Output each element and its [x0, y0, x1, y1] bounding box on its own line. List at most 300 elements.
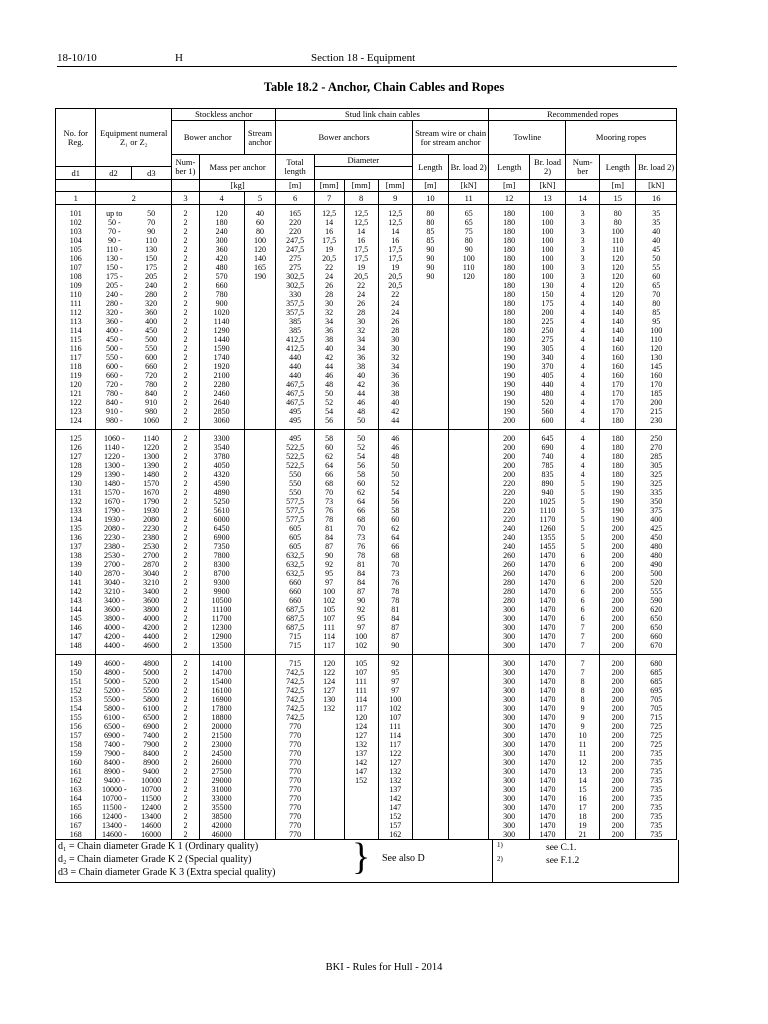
d3-definition: d3 = Chain diameter Grade K 3 (Extra special quality)	[58, 867, 276, 878]
table-cell: 42	[344, 380, 378, 389]
table-cell: 467,5	[276, 398, 314, 407]
table-row	[56, 290, 677, 299]
table-cell: 65	[448, 205, 489, 219]
table-cell: 400	[131, 317, 171, 326]
table-cell	[448, 416, 489, 430]
col-number-label: 12	[489, 192, 529, 205]
table-cell: 17,5	[378, 245, 412, 254]
table-cell: 2	[172, 740, 200, 749]
table-cell: 770	[276, 785, 314, 794]
table-cell: 68	[378, 551, 412, 560]
table-cell: 13400	[131, 812, 171, 821]
table-cell: 742,5	[276, 704, 314, 713]
col-towline: Towline	[489, 121, 566, 155]
table-cell	[244, 812, 276, 821]
table-cell: 78	[314, 515, 344, 524]
table-cell: 200	[600, 623, 636, 632]
table-cell: 73	[378, 569, 412, 578]
table-cell: 4800 -	[96, 668, 131, 677]
table-cell: 46	[344, 398, 378, 407]
table-cell: 80	[600, 218, 636, 227]
table-cell: 2	[172, 236, 200, 245]
table-cell: 495	[276, 430, 314, 444]
table-cell: 68	[314, 479, 344, 488]
table-cell	[244, 389, 276, 398]
table-cell: 50	[344, 430, 378, 444]
table-cell	[448, 461, 489, 470]
col-number-label: 16	[636, 192, 677, 205]
table-cell: 467,5	[276, 389, 314, 398]
table-cell: 205 -	[96, 281, 131, 290]
table-cell: 770	[276, 803, 314, 812]
table-row	[56, 371, 677, 380]
table-row	[56, 655, 677, 669]
table-cell: 190	[489, 353, 529, 362]
table-cell: 52	[314, 398, 344, 407]
table-cell: 166	[56, 812, 96, 821]
table-cell	[448, 443, 489, 452]
table-cell: 6900	[199, 533, 244, 542]
table-cell: 440	[529, 380, 565, 389]
table-cell: 40	[244, 205, 276, 219]
table-cell: 1220 -	[96, 452, 131, 461]
table-cell: 70	[636, 290, 677, 299]
table-cell	[448, 515, 489, 524]
table-cell: 68	[344, 515, 378, 524]
table-cell: 109	[56, 281, 96, 290]
table-cell: 2	[172, 452, 200, 461]
table-cell	[412, 623, 448, 632]
table-cell: 220	[276, 227, 314, 236]
table-cell: 735	[636, 785, 677, 794]
table-cell	[412, 497, 448, 506]
table-cell: 135	[56, 524, 96, 533]
table-cell: 120	[600, 263, 636, 272]
table-cell: 100	[529, 245, 565, 254]
table-cell: 4590	[199, 479, 244, 488]
table-cell: 480	[636, 542, 677, 551]
table-cell: 240	[131, 281, 171, 290]
table-cell: 4	[566, 344, 600, 353]
table-cell: 60	[314, 443, 344, 452]
table-cell: 8400	[131, 749, 171, 758]
table-row	[56, 317, 677, 326]
table-cell	[412, 794, 448, 803]
table-cell: 6	[566, 596, 600, 605]
table-cell	[244, 299, 276, 308]
table-cell	[448, 551, 489, 560]
table-cell	[244, 430, 276, 444]
table-cell	[448, 587, 489, 596]
table-cell: 685	[636, 677, 677, 686]
table-cell: 780	[131, 380, 171, 389]
col-number-label: 8	[344, 192, 378, 205]
table-cell: 577,5	[276, 506, 314, 515]
table-cell	[244, 749, 276, 758]
table-cell: 2	[172, 821, 200, 830]
table-cell: 190	[600, 497, 636, 506]
table-cell: 2080 -	[96, 524, 131, 533]
table-cell: 260	[489, 560, 529, 569]
table-cell	[314, 821, 344, 830]
table-cell: 4	[566, 443, 600, 452]
col-stream-br-load: Br. load 2)	[448, 155, 489, 180]
table-cell: 4400	[131, 632, 171, 641]
table-cell: 84	[344, 578, 378, 587]
table-cell: 420	[199, 254, 244, 263]
table-cell: 1470	[529, 776, 565, 785]
table-cell: 780 -	[96, 389, 131, 398]
table-cell: 300	[489, 668, 529, 677]
table-cell	[244, 416, 276, 430]
table-cell: 110	[56, 290, 96, 299]
footnote-2-text: see F.1.2	[546, 856, 580, 866]
table-cell: 50 -	[96, 218, 131, 227]
table-cell: 111	[314, 623, 344, 632]
table-cell: 111	[344, 686, 378, 695]
table-cell: 1390 -	[96, 470, 131, 479]
table-cell: 140	[600, 308, 636, 317]
table-cell: 725	[636, 722, 677, 731]
table-cell: 2	[172, 380, 200, 389]
table-cell: 111	[344, 677, 378, 686]
table-cell: 1470	[529, 704, 565, 713]
table-cell: 200	[600, 713, 636, 722]
table-cell: 11500	[131, 794, 171, 803]
table-cell: 2	[172, 533, 200, 542]
table-cell: 350	[636, 497, 677, 506]
table-row	[56, 407, 677, 416]
table-cell: 4	[566, 326, 600, 335]
table-cell: 22	[314, 263, 344, 272]
table-cell: 9	[566, 722, 600, 731]
table-cell: 12900	[199, 632, 244, 641]
table-cell: 190	[489, 380, 529, 389]
table-cell: 4	[566, 362, 600, 371]
table-cell: 5610	[199, 506, 244, 515]
table-cell: 4	[566, 317, 600, 326]
table-row	[56, 803, 677, 812]
table-cell: 110	[600, 236, 636, 245]
table-cell: 143	[56, 596, 96, 605]
table-cell: 705	[636, 704, 677, 713]
table-cell: 2	[172, 677, 200, 686]
table-cell	[412, 677, 448, 686]
table-cell	[412, 488, 448, 497]
table-cell: 116	[56, 344, 96, 353]
table-cell: 20,5	[344, 272, 378, 281]
table-cell: 360	[131, 308, 171, 317]
table-cell: 46	[378, 443, 412, 452]
table-cell: 200	[489, 430, 529, 444]
table-cell: 60	[344, 479, 378, 488]
table-cell: 4	[566, 398, 600, 407]
col-moor-br-load: Br. load 2)	[636, 155, 677, 180]
table-cell: 520	[636, 578, 677, 587]
table-cell: 5200	[131, 677, 171, 686]
table-cell: 144	[56, 605, 96, 614]
table-cell: 36	[314, 326, 344, 335]
table-cell: 2460	[199, 389, 244, 398]
table-cell	[412, 380, 448, 389]
table-cell: 127	[378, 758, 412, 767]
table-cell: 555	[636, 587, 677, 596]
table-cell: 165	[276, 205, 314, 219]
table-cell: 2	[172, 776, 200, 785]
table-cell	[244, 623, 276, 632]
col-stream-length: Length	[412, 155, 448, 180]
table-cell	[448, 281, 489, 290]
table-cell: 2	[172, 317, 200, 326]
table-cell	[244, 542, 276, 551]
table-row	[56, 452, 677, 461]
table-cell: 9300	[199, 578, 244, 587]
table-cell: 4890	[199, 488, 244, 497]
table-cell: 220	[489, 479, 529, 488]
table-cell: 285	[636, 452, 677, 461]
table-cell: 522,5	[276, 452, 314, 461]
table-cell: 120	[344, 713, 378, 722]
table-cell: 7400 -	[96, 740, 131, 749]
table-cell	[412, 686, 448, 695]
grp-stockless-anchor: Stockless anchor	[172, 109, 276, 121]
table-row	[56, 776, 677, 785]
table-cell: 300	[489, 731, 529, 740]
table-cell	[448, 317, 489, 326]
table-cell	[448, 821, 489, 830]
table-cell: 14700	[199, 668, 244, 677]
table-cell: 660	[131, 362, 171, 371]
table-cell: 190	[489, 398, 529, 407]
table-cell: 302,5	[276, 281, 314, 290]
table-cell: 300	[489, 695, 529, 704]
table-row	[56, 569, 677, 578]
table-cell: 117	[378, 740, 412, 749]
table-cell: 200	[600, 686, 636, 695]
table-cell: 2	[172, 803, 200, 812]
table-cell: 200	[600, 533, 636, 542]
table-cell: 90	[378, 641, 412, 655]
table-cell: 102	[378, 704, 412, 713]
table-cell	[314, 740, 344, 749]
table-cell: 715	[276, 632, 314, 641]
table-cell	[412, 704, 448, 713]
table-cell: 81	[378, 605, 412, 614]
table-cell	[448, 335, 489, 344]
table-cell: 735	[636, 749, 677, 758]
table-title: Table 18.2 - Anchor, Chain Cables and Ropes	[263, 80, 505, 94]
table-cell: 170	[600, 389, 636, 398]
table-row	[56, 587, 677, 596]
table-cell: 5000 -	[96, 677, 131, 686]
table-row	[56, 389, 677, 398]
table-cell: 120	[314, 655, 344, 669]
footnote-box	[55, 836, 679, 883]
table-cell: 110 -	[96, 245, 131, 254]
table-cell: 360	[199, 245, 244, 254]
table-cell	[448, 560, 489, 569]
table-cell	[244, 632, 276, 641]
table-cell: 660	[636, 632, 677, 641]
table-row	[56, 443, 677, 452]
table-cell: 720 -	[96, 380, 131, 389]
table-cell: 785	[529, 461, 565, 470]
table-cell: 4200 -	[96, 632, 131, 641]
table-cell: up to	[96, 205, 131, 219]
table-cell: 170	[600, 398, 636, 407]
unit-mm: [mm]	[314, 180, 344, 192]
table-cell: 180	[489, 227, 529, 236]
table-cell	[412, 578, 448, 587]
table-cell: 190	[600, 515, 636, 524]
table-cell: 9400	[131, 767, 171, 776]
table-cell: 2	[172, 335, 200, 344]
table-cell	[344, 812, 378, 821]
table-cell: 440	[276, 362, 314, 371]
table-cell: 7	[566, 668, 600, 677]
table-cell: 11	[566, 740, 600, 749]
table-cell: 735	[636, 803, 677, 812]
table-cell	[412, 308, 448, 317]
table-cell: 2	[172, 641, 200, 655]
table-cell: 2	[172, 596, 200, 605]
table-cell: 1470	[529, 596, 565, 605]
table-cell: 720	[131, 371, 171, 380]
table-cell: 11	[566, 749, 600, 758]
table-cell: 302,5	[276, 272, 314, 281]
table-cell: 200	[600, 695, 636, 704]
table-cell: 56	[344, 461, 378, 470]
table-cell: 108	[56, 272, 96, 281]
table-cell: 735	[636, 830, 677, 840]
table-cell: 690	[529, 443, 565, 452]
table-cell: 200	[600, 560, 636, 569]
table-cell: 52	[378, 479, 412, 488]
table-cell: 17	[566, 803, 600, 812]
table-row	[56, 205, 677, 219]
table-cell: 17800	[199, 704, 244, 713]
table-cell: 2700	[131, 551, 171, 560]
table-cell: 14	[314, 218, 344, 227]
col-equipment-numeral: Equipment numeral Z₁ or Z₂	[96, 109, 172, 167]
page-footer: BKI - Rules for Hull - 2014	[325, 962, 443, 973]
table-cell	[412, 722, 448, 731]
table-cell	[244, 317, 276, 326]
table-cell: 2	[172, 497, 200, 506]
table-cell: 20,5	[314, 254, 344, 263]
table-cell: 134	[56, 515, 96, 524]
table-cell: 28	[314, 290, 344, 299]
table-cell: 1920	[199, 362, 244, 371]
table-cell: 500 -	[96, 344, 131, 353]
table-cell	[412, 641, 448, 655]
table-cell	[412, 299, 448, 308]
table-row	[56, 551, 677, 560]
table-cell: 2	[172, 569, 200, 578]
table-cell: 770	[276, 722, 314, 731]
table-cell: 4000 -	[96, 623, 131, 632]
table-cell: 2530 -	[96, 551, 131, 560]
table-cell: 2	[172, 614, 200, 623]
table-cell: 260	[489, 551, 529, 560]
table-cell	[448, 452, 489, 461]
table-cell	[448, 655, 489, 669]
table-row	[56, 767, 677, 776]
table-cell: 5	[566, 515, 600, 524]
table-cell: 1470	[529, 551, 565, 560]
table-cell: 3210	[131, 578, 171, 587]
table-cell: 600	[529, 416, 565, 430]
table-cell: 200	[600, 776, 636, 785]
table-cell	[412, 560, 448, 569]
table-cell: 80	[244, 227, 276, 236]
table-cell: 129	[56, 470, 96, 479]
table-cell: 1470	[529, 731, 565, 740]
table-cell: 102	[344, 641, 378, 655]
table-cell: 250	[529, 326, 565, 335]
table-cell: 522,5	[276, 461, 314, 470]
table-cell: 132	[314, 704, 344, 713]
table-cell: 38	[344, 362, 378, 371]
table-cell	[412, 335, 448, 344]
table-cell	[244, 614, 276, 623]
table-cell	[244, 326, 276, 335]
table-cell	[314, 758, 344, 767]
table-cell	[244, 776, 276, 785]
table-cell	[448, 380, 489, 389]
table-cell: 6000	[199, 515, 244, 524]
table-cell: 250	[636, 430, 677, 444]
table-cell: 78	[378, 587, 412, 596]
table-cell: 687,5	[276, 614, 314, 623]
table-cell: 2	[172, 668, 200, 677]
table-cell: 1140 -	[96, 443, 131, 452]
table-cell: 46000	[199, 830, 244, 840]
table-cell	[412, 371, 448, 380]
table-cell: 35500	[199, 803, 244, 812]
table-cell: 1470	[529, 614, 565, 623]
table-cell	[448, 641, 489, 655]
table-cell: 132	[378, 767, 412, 776]
table-cell: 620	[636, 605, 677, 614]
table-cell: 412,5	[276, 335, 314, 344]
table-cell: 126	[56, 443, 96, 452]
table-cell: 2	[172, 281, 200, 290]
table-cell: 550 -	[96, 353, 131, 362]
table-cell: 81	[344, 560, 378, 569]
table-cell: 3040 -	[96, 578, 131, 587]
table-cell: 152	[344, 776, 378, 785]
unit-kn: [kN]	[448, 180, 489, 192]
table-cell: 170	[636, 380, 677, 389]
table-cell: 10700	[131, 785, 171, 794]
table-cell: 280	[489, 596, 529, 605]
table-row	[56, 308, 677, 317]
table-cell: 24	[344, 290, 378, 299]
table-cell: 1390	[131, 461, 171, 470]
table-cell: 87	[344, 587, 378, 596]
table-cell	[244, 569, 276, 578]
table-row	[56, 821, 677, 830]
table-cell: 300	[489, 803, 529, 812]
table-cell: 18	[566, 812, 600, 821]
table-cell: 80	[448, 236, 489, 245]
table-cell: 117	[344, 704, 378, 713]
table-cell: 16	[566, 794, 600, 803]
table-cell: 190	[489, 407, 529, 416]
table-cell: 220	[489, 497, 529, 506]
table-row	[56, 785, 677, 794]
